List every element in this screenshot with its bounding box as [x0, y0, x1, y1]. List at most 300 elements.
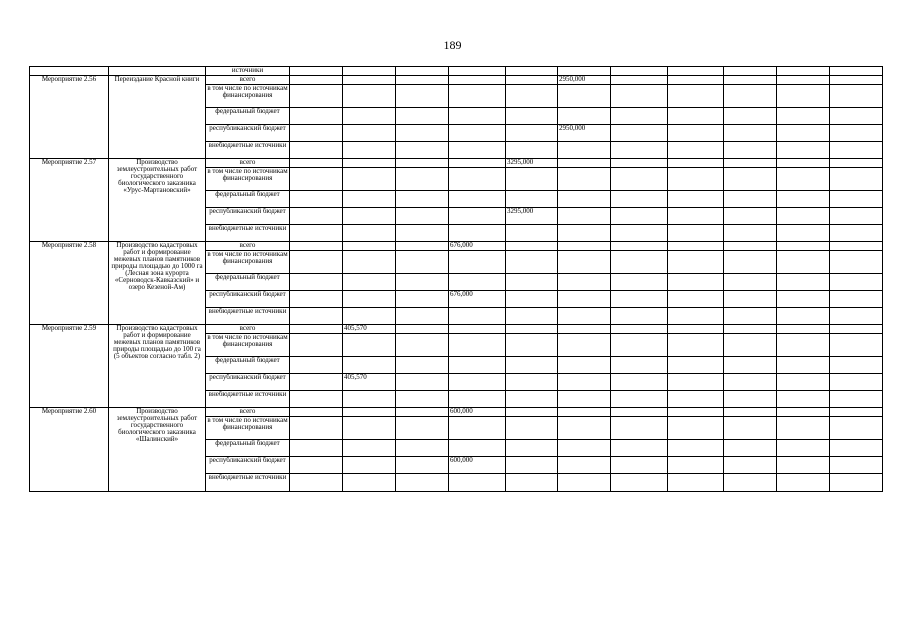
value-cell — [777, 408, 830, 417]
value-cell — [611, 76, 668, 85]
value-cell — [396, 142, 449, 159]
value-cell — [611, 125, 668, 142]
source-cell: федеральный бюджет — [206, 191, 290, 208]
value-cell — [396, 440, 449, 457]
value-cell — [506, 374, 558, 391]
event-label: Мероприятие 2.59 — [30, 325, 109, 408]
value-cell — [449, 357, 506, 374]
value-cell — [724, 374, 777, 391]
table-row — [30, 159, 883, 168]
value-cell — [290, 374, 343, 391]
value-cell — [830, 251, 883, 274]
value-cell — [343, 291, 396, 308]
value-cell — [668, 76, 724, 85]
source-cell: в том числе по источникам финансирования — [206, 417, 290, 440]
value-cell — [558, 274, 611, 291]
value-cell — [777, 108, 830, 125]
value-cell — [724, 108, 777, 125]
source-cell: внебюджетные источники — [206, 391, 290, 408]
value-cell — [396, 85, 449, 108]
value-cell — [830, 374, 883, 391]
value-cell — [668, 440, 724, 457]
source-cell: в том числе по источникам финансирования — [206, 334, 290, 357]
value-cell — [558, 208, 611, 225]
value-cell — [396, 76, 449, 85]
value-cell — [343, 251, 396, 274]
value-cell — [668, 225, 724, 242]
value-cell — [449, 125, 506, 142]
value-cell — [830, 208, 883, 225]
page-number: 189 — [443, 38, 462, 52]
value-cell — [830, 242, 883, 251]
value-cell — [449, 417, 506, 440]
value-cell — [506, 242, 558, 251]
value-cell — [506, 325, 558, 334]
value-cell — [724, 159, 777, 168]
value-cell — [724, 417, 777, 440]
value-cell — [558, 142, 611, 159]
table-cell — [290, 67, 343, 76]
value-cell — [611, 274, 668, 291]
value-cell — [506, 334, 558, 357]
value-cell — [396, 325, 449, 334]
value-cell — [396, 168, 449, 191]
value-cell — [290, 474, 343, 492]
table-cell — [724, 67, 777, 76]
value-cell — [724, 457, 777, 474]
value-cell — [830, 76, 883, 85]
value-cell — [611, 191, 668, 208]
value-cell — [290, 225, 343, 242]
value-cell — [449, 334, 506, 357]
value-cell — [343, 357, 396, 374]
value-cell — [449, 440, 506, 457]
value-cell — [449, 159, 506, 168]
value-cell — [830, 457, 883, 474]
source-cell: всего — [206, 242, 290, 251]
value-cell — [724, 191, 777, 208]
value-cell — [724, 168, 777, 191]
value-cell — [449, 76, 506, 85]
table-cell — [611, 67, 668, 76]
value-cell — [290, 308, 343, 325]
value-cell — [343, 457, 396, 474]
table-row — [30, 67, 883, 76]
value-cell — [611, 242, 668, 251]
value-cell — [611, 408, 668, 417]
value-cell — [506, 191, 558, 208]
value-cell — [396, 474, 449, 492]
value-cell — [830, 125, 883, 142]
source-cell: всего — [206, 159, 290, 168]
value-cell — [558, 357, 611, 374]
value-cell — [449, 208, 506, 225]
value-cell — [290, 142, 343, 159]
value-cell — [777, 457, 830, 474]
value-cell — [830, 308, 883, 325]
value-cell — [777, 325, 830, 334]
value-cell — [558, 391, 611, 408]
source-cell: всего — [206, 408, 290, 417]
value-cell — [506, 391, 558, 408]
value-cell — [611, 291, 668, 308]
value-cell — [830, 391, 883, 408]
value-cell — [558, 242, 611, 251]
value-cell — [724, 308, 777, 325]
value-cell — [830, 417, 883, 440]
value-cell — [449, 325, 506, 334]
value-cell: 676,000 — [449, 242, 506, 251]
table-cell — [777, 67, 830, 76]
value-cell — [396, 108, 449, 125]
value-cell — [830, 142, 883, 159]
value-cell — [506, 417, 558, 440]
value-cell — [396, 125, 449, 142]
value-cell — [724, 440, 777, 457]
source-cell: федеральный бюджет — [206, 108, 290, 125]
source-cell: внебюджетные источники — [206, 142, 290, 159]
table-body — [30, 67, 883, 492]
value-cell — [830, 325, 883, 334]
value-cell — [343, 242, 396, 251]
value-cell — [611, 474, 668, 492]
value-cell — [558, 440, 611, 457]
value-cell — [558, 374, 611, 391]
value-cell — [558, 251, 611, 274]
value-cell — [290, 408, 343, 417]
value-cell — [396, 308, 449, 325]
value-cell — [830, 474, 883, 492]
source-cell: федеральный бюджет — [206, 274, 290, 291]
value-cell — [449, 374, 506, 391]
value-cell — [506, 357, 558, 374]
value-cell — [611, 208, 668, 225]
value-cell — [724, 76, 777, 85]
value-cell — [290, 334, 343, 357]
value-cell — [396, 242, 449, 251]
value-cell — [558, 191, 611, 208]
value-cell: 600,000 — [449, 457, 506, 474]
value-cell — [343, 417, 396, 440]
value-cell — [506, 85, 558, 108]
value-cell — [668, 391, 724, 408]
value-cell — [449, 85, 506, 108]
value-cell — [343, 76, 396, 85]
value-cell — [343, 391, 396, 408]
event-label: Мероприятие 2.56 — [30, 76, 109, 159]
value-cell: 676,000 — [449, 291, 506, 308]
event-label: Мероприятие 2.58 — [30, 242, 109, 325]
value-cell — [290, 417, 343, 440]
value-cell — [449, 191, 506, 208]
value-cell — [506, 291, 558, 308]
value-cell — [558, 85, 611, 108]
value-cell — [396, 208, 449, 225]
value-cell — [290, 168, 343, 191]
value-cell — [611, 374, 668, 391]
value-cell — [611, 417, 668, 440]
value-cell — [777, 159, 830, 168]
event-name: Производство землеустроительных работ государственного биологического заказника «Урус-Мартановский» — [109, 159, 206, 242]
value-cell — [611, 225, 668, 242]
value-cell — [558, 325, 611, 334]
value-cell — [668, 159, 724, 168]
source-cell: республиканский бюджет — [206, 291, 290, 308]
value-cell — [396, 334, 449, 357]
value-cell — [558, 334, 611, 357]
value-cell — [830, 334, 883, 357]
value-cell — [290, 108, 343, 125]
value-cell — [724, 85, 777, 108]
value-cell — [668, 474, 724, 492]
value-cell — [343, 274, 396, 291]
source-cell: республиканский бюджет — [206, 125, 290, 142]
value-cell: 2950,000 — [558, 76, 611, 85]
source-cell: внебюджетные источники — [206, 225, 290, 242]
table-cell — [30, 67, 109, 76]
value-cell — [777, 308, 830, 325]
value-cell — [611, 357, 668, 374]
value-cell — [668, 417, 724, 440]
value-cell — [724, 142, 777, 159]
value-cell — [396, 391, 449, 408]
value-cell: 2950,000 — [558, 125, 611, 142]
value-cell: 405,570 — [343, 325, 396, 334]
value-cell — [611, 85, 668, 108]
value-cell — [668, 142, 724, 159]
value-cell — [343, 225, 396, 242]
value-cell — [506, 440, 558, 457]
value-cell — [668, 457, 724, 474]
value-cell — [668, 125, 724, 142]
value-cell — [668, 408, 724, 417]
value-cell — [343, 191, 396, 208]
value-cell — [724, 357, 777, 374]
value-cell — [343, 159, 396, 168]
value-cell — [343, 440, 396, 457]
value-cell — [830, 85, 883, 108]
value-cell — [449, 142, 506, 159]
value-cell — [668, 208, 724, 225]
value-cell — [668, 168, 724, 191]
value-cell — [506, 108, 558, 125]
value-cell — [724, 325, 777, 334]
value-cell — [777, 208, 830, 225]
value-cell — [343, 168, 396, 191]
value-cell — [449, 274, 506, 291]
value-cell — [830, 225, 883, 242]
value-cell — [396, 357, 449, 374]
value-cell — [611, 440, 668, 457]
value-cell — [668, 274, 724, 291]
source-cell: всего — [206, 325, 290, 334]
source-cell: федеральный бюджет — [206, 357, 290, 374]
value-cell — [343, 125, 396, 142]
value-cell — [290, 125, 343, 142]
value-cell — [449, 474, 506, 492]
value-cell — [724, 334, 777, 357]
source-cell: республиканский бюджет — [206, 374, 290, 391]
value-cell — [724, 225, 777, 242]
table-cell — [830, 67, 883, 76]
value-cell — [777, 251, 830, 274]
value-cell — [668, 357, 724, 374]
value-cell — [830, 159, 883, 168]
event-label: Мероприятие 2.57 — [30, 159, 109, 242]
value-cell — [777, 142, 830, 159]
value-cell — [290, 251, 343, 274]
table-row — [30, 76, 883, 85]
value-cell — [343, 108, 396, 125]
value-cell — [449, 391, 506, 408]
value-cell — [290, 325, 343, 334]
value-cell — [558, 168, 611, 191]
source-cell: в том числе по источникам финансирования — [206, 85, 290, 108]
source-cell: в том числе по источникам финансирования — [206, 168, 290, 191]
value-cell — [777, 76, 830, 85]
value-cell — [343, 85, 396, 108]
value-cell — [558, 308, 611, 325]
value-cell — [777, 168, 830, 191]
value-cell — [290, 208, 343, 225]
value-cell — [611, 108, 668, 125]
value-cell — [611, 168, 668, 191]
table-row — [30, 242, 883, 251]
value-cell — [558, 108, 611, 125]
value-cell — [558, 457, 611, 474]
source-cell: республиканский бюджет — [206, 208, 290, 225]
event-name: Производство землеустроительных работ государственного биологического заказника «Шалинский» — [109, 408, 206, 492]
value-cell — [668, 191, 724, 208]
value-cell — [611, 142, 668, 159]
value-cell — [396, 417, 449, 440]
value-cell — [611, 325, 668, 334]
value-cell — [290, 291, 343, 308]
value-cell — [290, 242, 343, 251]
table-cell — [396, 67, 449, 76]
value-cell — [830, 408, 883, 417]
value-cell — [396, 225, 449, 242]
value-cell — [558, 159, 611, 168]
value-cell — [777, 291, 830, 308]
table-cell — [668, 67, 724, 76]
value-cell — [668, 374, 724, 391]
value-cell — [611, 308, 668, 325]
value-cell — [611, 251, 668, 274]
value-cell — [290, 159, 343, 168]
source-cell: внебюджетные источники — [206, 308, 290, 325]
value-cell — [777, 391, 830, 408]
value-cell — [396, 408, 449, 417]
source-cell: федеральный бюджет — [206, 440, 290, 457]
value-cell — [668, 242, 724, 251]
value-cell — [396, 274, 449, 291]
value-cell — [777, 357, 830, 374]
value-cell — [724, 208, 777, 225]
value-cell — [290, 85, 343, 108]
value-cell — [558, 291, 611, 308]
value-cell — [724, 391, 777, 408]
source-cell: в том числе по источникам финансирования — [206, 251, 290, 274]
funding-table — [29, 66, 883, 492]
value-cell — [506, 274, 558, 291]
value-cell — [343, 142, 396, 159]
table-cell — [343, 67, 396, 76]
value-cell — [611, 457, 668, 474]
event-name: Производство кадастровых работ и формирование межевых планов памятников природы площадью до 100 га (5 объектов согласно табл. 2) — [109, 325, 206, 408]
value-cell — [506, 474, 558, 492]
value-cell — [668, 251, 724, 274]
value-cell — [290, 391, 343, 408]
value-cell — [449, 108, 506, 125]
value-cell — [396, 251, 449, 274]
value-cell — [558, 417, 611, 440]
value-cell — [777, 225, 830, 242]
value-cell — [290, 191, 343, 208]
value-cell — [668, 334, 724, 357]
value-cell — [777, 191, 830, 208]
value-cell — [343, 208, 396, 225]
value-cell — [611, 391, 668, 408]
value-cell — [506, 251, 558, 274]
table-cell — [558, 67, 611, 76]
value-cell — [290, 76, 343, 85]
value-cell — [558, 408, 611, 417]
value-cell — [506, 142, 558, 159]
value-cell — [449, 168, 506, 191]
value-cell — [777, 334, 830, 357]
value-cell — [724, 474, 777, 492]
value-cell — [290, 357, 343, 374]
value-cell — [724, 125, 777, 142]
value-cell — [396, 457, 449, 474]
value-cell — [724, 251, 777, 274]
value-cell — [668, 291, 724, 308]
value-cell — [506, 225, 558, 242]
value-cell — [777, 85, 830, 108]
value-cell — [506, 125, 558, 142]
value-cell — [506, 408, 558, 417]
value-cell — [777, 242, 830, 251]
value-cell — [724, 242, 777, 251]
value-cell — [830, 108, 883, 125]
value-cell — [558, 225, 611, 242]
event-name: Производство кадастровых работ и формирование межевых планов памятников природы площадью до 1000 га (Лесная зона курорта «Серноводск-Кавказский» и озеро Кезеной-Ам) — [109, 242, 206, 325]
value-cell — [506, 168, 558, 191]
value-cell — [396, 291, 449, 308]
value-cell — [343, 408, 396, 417]
value-cell: 3295,000 — [506, 159, 558, 168]
value-cell — [668, 108, 724, 125]
value-cell — [830, 357, 883, 374]
value-cell — [290, 457, 343, 474]
value-cell: 3295,000 — [506, 208, 558, 225]
table-cell — [109, 67, 206, 76]
table-cell — [506, 67, 558, 76]
value-cell — [668, 85, 724, 108]
value-cell — [396, 159, 449, 168]
value-cell — [724, 408, 777, 417]
value-cell — [777, 417, 830, 440]
value-cell — [506, 76, 558, 85]
value-cell — [449, 308, 506, 325]
source-cell: источники — [206, 67, 290, 76]
value-cell — [558, 474, 611, 492]
source-cell: республиканский бюджет — [206, 457, 290, 474]
value-cell — [777, 440, 830, 457]
source-cell: всего — [206, 76, 290, 85]
value-cell — [724, 291, 777, 308]
